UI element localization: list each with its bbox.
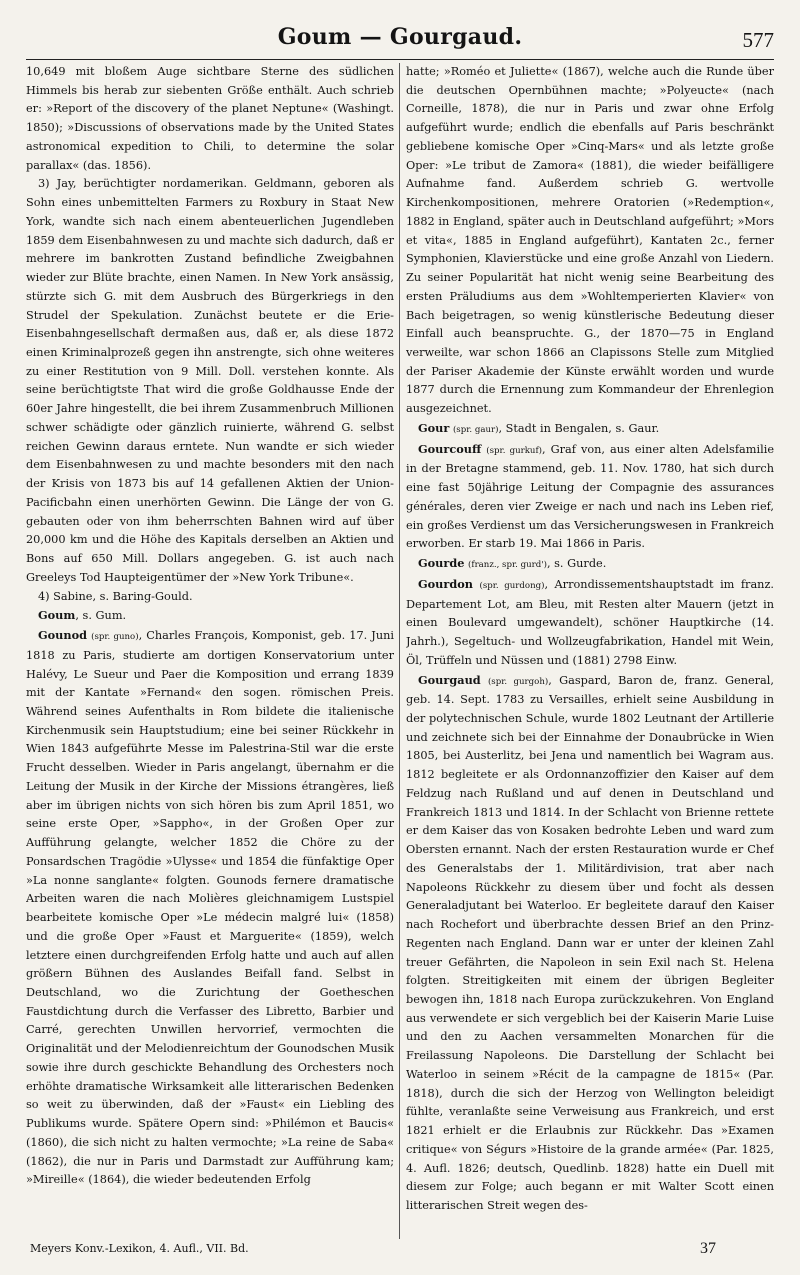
left-column [26,63,394,1237]
entry-pronunciation: (spr. gurkuf) [486,445,542,456]
lexicon-entry [406,554,774,575]
paragraph: 4) Sabine, s. Baring-Gould. [38,589,193,603]
entry-pronunciation: (spr. guno) [91,632,139,643]
entry-headword: Gounod [38,628,88,643]
paragraph: 10,649 mit bloßem Auge sichtbare Sterne des südlichen Himmels bis herab zur siebenten Größe enthält. Auch schrieb er: »Report of the discovery of the planet Neptune« (Washingt. 1850); »Discussions of observations made by the United States astronomical expedition to Chili, to determine the solar parallax« (das. 1856). [26,65,394,172]
entry-headword: Gourdon [418,576,473,591]
entry-text: , Stadt in Bengalen, s. Gaur. [498,421,660,435]
sheet-number: 37 [700,1240,716,1257]
lexicon-entry [26,626,394,1190]
entry-headword: Gourgaud [418,672,481,687]
paragraph: 3) Jay, berüchtigter nordamerikan. Geldmann, geboren als Sohn eines unbemittelten Farmers zu Roxbury in Staat New York, wandte sich nach einem abenteuerlichen Jugendleben 1859 dem Eisenbahnwesen zu und machte sich dadurch, daß er mehrere im bankrotten Zustand befindliche Zweigbahnen wieder zur Blüte brachte, einen Namen. In New York ansässig, stürzte sich G. mit dem Ausbruch des Bürgerkriegs in den Strudel der Spekulation. Zunächst beutete er die Erie-Eisenbahngesellschaft dermaßen aus, daß er, als diese 1872 einen Kriminalprozeß gegen ihn anstrengte, sich ohne weiteres zu einer Restitution von 9 Mill. Doll. verstehen konnte. Als seine berüchtigtste That wird die große Goldhausse Ende der 60er Jahre hingestellt, die bei ihrem Zusammenbruch Millionen schwer schädigte oder gänzlich ruinierte, während G. selbst reichen Gewinn daraus erntete. Nun wandte er sich wieder dem Eisenbahnwesen zu und machte besonders mit den nach der Krisis von 1873 bis auf 14 gefallenen Aktien der Union-Pacificbahn einen unerhörten Gewinn. Die Länge der von G. gebauten oder von ihm beherrschten Bahnen wird auf über 20,000 km und die Höhe des Kapitals derselben an Aktien und Bons auf 650 Mill. Dollars angegeben. G. ist auch nach Greeleys Tod Haupteigentümer der »New York Tribune«. [26,177,394,584]
lexicon-entry [406,575,774,671]
header-rule [26,59,774,60]
page-number: 577 [742,28,774,52]
lexicon-entry [406,440,774,554]
entry-headword: Goum [38,608,76,623]
lexicon-entry [26,606,394,626]
right-column [406,63,774,1237]
entry-pronunciation: (franz., spr. gurd') [468,560,547,571]
entry-text: , s. Gum. [75,609,127,623]
footer-source: Meyers Konv.-Lexikon, 4. Aufl., VII. Bd. [30,1242,249,1255]
entry-text: , Arrondissementshauptstadt im franz. Departement Lot, am Bleu, mit Resten alter Mauern (jetzt in einen Boulevard umgewandelt), schöner Hauptkirche (14. Jahrh.), Segeltuch- und Wollzeugfabrikation, Handel mit Wein, Öl, Trüffeln und Nüssen und (1881) 2798 Einw. [406,577,774,667]
entry-text: , Graf von, aus einer alten Adelsfamilie in der Bretagne stammend, geb. 11. Nov. 1780, hat sich durch eine fast 50jährige Leitung der Compagnie des assurances générales, deren vier Zweige er nach und nach ins Leben rief, ein großes Verdienst um das Versicherungswesen in Frankreich erworben. Er starb 19. Mai 1866 in Paris. [406,442,774,551]
entry-pronunciation: (spr. gaur) [452,424,499,435]
lexicon-entry [406,671,774,1216]
paragraph: hatte; »Roméo et Juliette« (1867), welche auch die Runde über die deutschen Opernbühnen machte; »Polyeucte« (nach Corneille, 1878), die nur in Paris und zwar ohne Erfolg aufgeführt wurde; endlich die ebenfalls auf Paris beschränkt gebliebene komische Oper »Cinq-Mars« und als letzte große Oper: »Le tribut de Zamora« (1881), die wieder beifälligere Aufnahme fand. Außerdem schrieb G. wertvolle Kirchenkompositionen, mehrere Oratorien (»Redemption«, 1882 in England, später auch in Deutschland aufgeführt; »Mors et vita«, 1885 in England aufgeführt), Kantaten 2c., ferner Symphonien, Klavierstücke und eine große Anzahl von Liedern. Zu seiner Popularität hat nicht wenig seine Bearbeitung des ersten Präludiums aus dem »Wohltemperierten Klavier« von Bach beigetragen, so wenig künstlerische Bedeutung dieser Einfall auch beanspruchte. G., der 1870—75 in England verweilte, war schon 1866 an Clapissons Stelle zum Mitglied der Pariser Akademie der Künste erwählt worden und wurde 1877 durch die Ernennung zum Kommandeur der Ehrenlegion ausgezeichnet. [406,65,774,416]
page-footer [26,1240,774,1264]
entry-pronunciation: (spr. gurgoh) [487,676,549,687]
entry-headword: Gour [418,420,450,435]
page-header [26,20,774,60]
entry-text: , Charles François, Komponist, geb. 17. Juni 1818 zu Paris, studierte am dortigen Konservatorium unter Halévy, Le Sueur und Paer die Komposition und errang 1839 mit der Kantate »Fernand« den sogen. römischen Preis. Während seines Aufenthalts in Rom bildete die italienische Kirchenmusik sein Hauptstudium; eine bei seiner Rückkehr in Wien 1843 aufgeführte Messe im Palestrina-Stil war die erste Frucht desselben. Wieder in Paris angelangt, übernahm er die Leitung der Musik in der Kirche der Missions étrangères, ließ aber im übrigen nichts von sich hören bis zum April 1851, wo seine erste Oper, »Sappho«, in der Großen Oper zur Aufführung gelangte, welcher 1852 die Chöre zu der Ponsardschen Tragödie »Ulysse« und 1854 die fünfaktige Oper »La nonne sanglante« folgten. Gounods fernere dramatische Arbeiten waren die nach Molières gleichnamigem Lustspiel bearbeitete komische Oper »Le médecin malgré lui« (1858) und die große Oper »Faust et Marguerite« (1859), welch letztere einen durchgreifenden Erfolg hatte und auch auf allen größern Bühnen des Auslandes Beifall fand. Selbst in Deutschland, wo die Zurichtung der Goetheschen Faustdichtung durch die Verfasser des Libretto, Barbier und Carré, gerechten Unwillen hervorrief, vermochten die Originalität und der Melodienreichtum der Gounodschen Musik sowie ihre durch geschickte Behandlung des Orchesters noch erhöhte dramatische Wirksamkeit alle litterarischen Bedenken so weit zu überwinden, daß der »Faust« ein Liebling des Publikums wurde. Spätere Opern sind: »Philémon et Baucis« (1860), die sich nicht zu halten vermochte; »La reine de Saba« (1862), die nur in Paris und Darmstadt zur Aufführung kam; »Mireille« (1864), die wieder bedeutenden Erfolg [26,629,394,1187]
lexicon-entry [406,419,774,440]
entry-headword: Gourcouff [418,441,482,456]
entry-pronunciation: (spr. gurdong) [479,580,545,591]
entry-text: , Gaspard, Baron de, franz. General, geb. 14. Sept. 1783 zu Versailles, erhielt seine Ausbildung in der polytechnischen Schule, wurde 1802 Leutnant der Artillerie und zeichnete sich bei der Einnahme der Donaubrücke in Wien 1805, bei Austerlitz, bei Jena und namentlich bei Wagram aus. 1812 begleitete er als Ordonnanzoffizier den Kaiser auf dem Feldzug nach Rußland und auf denen in Deutschland und Frankreich 1813 und 1814. In der Schlacht von Brienne rettete er dem Kaiser das von Kosaken bedrohte Leben und ward zum Obersten ernannt. Nach der ersten Restauration wurde er Chef des Generalstabs der 1. Militärdivision, trat aber nach Napoleons Rückkehr zu diesem über und focht als dessen Generaladjutant bei Waterloo. Er begleitete darauf den Kaiser nach Rochefort und überbrachte dessen Brief an den Prinz-Regenten nach England. Dann war er unter der kleinen Zahl treuer Gefährten, die Napoleon in sein Exil nach St. Helena folgten. Streitigkeiten mit einem der übrigen Begleiter bewogen ihn, 1818 nach Europa zurückzukehren. Von England aus verwendete er sich vergeblich bei der Kaiserin Marie Luise und den zu Aachen versammelten Monarchen für die Freilassung Napoleons. Die Darstellung der Schlacht bei Waterloo in seinem »Récit de la campagne de 1815« (Par. 1818), durch die sich der Herzog von Wellington beleidigt fühlte, veranlaßte seine Verweisung aus Frankreich, und erst 1821 erhielt er die Erlaubnis zur Rückkehr. Das »Examen critique« von Ségurs »Histoire de la grande armée« (Par. 1825, 4. Aufl. 1826; deutsch, Quedlinb. 1828) hatte ein Duell mit diesem zur Folge; auch begann er mit Walter Scott einen litterarischen Streit wegen des- [406,673,774,1213]
running-title: Goum — Gourgaud. [277,24,523,50]
entry-text: , s. Gurde. [546,557,607,571]
entry-headword: Gourde [418,556,465,571]
column-divider [399,63,400,1239]
